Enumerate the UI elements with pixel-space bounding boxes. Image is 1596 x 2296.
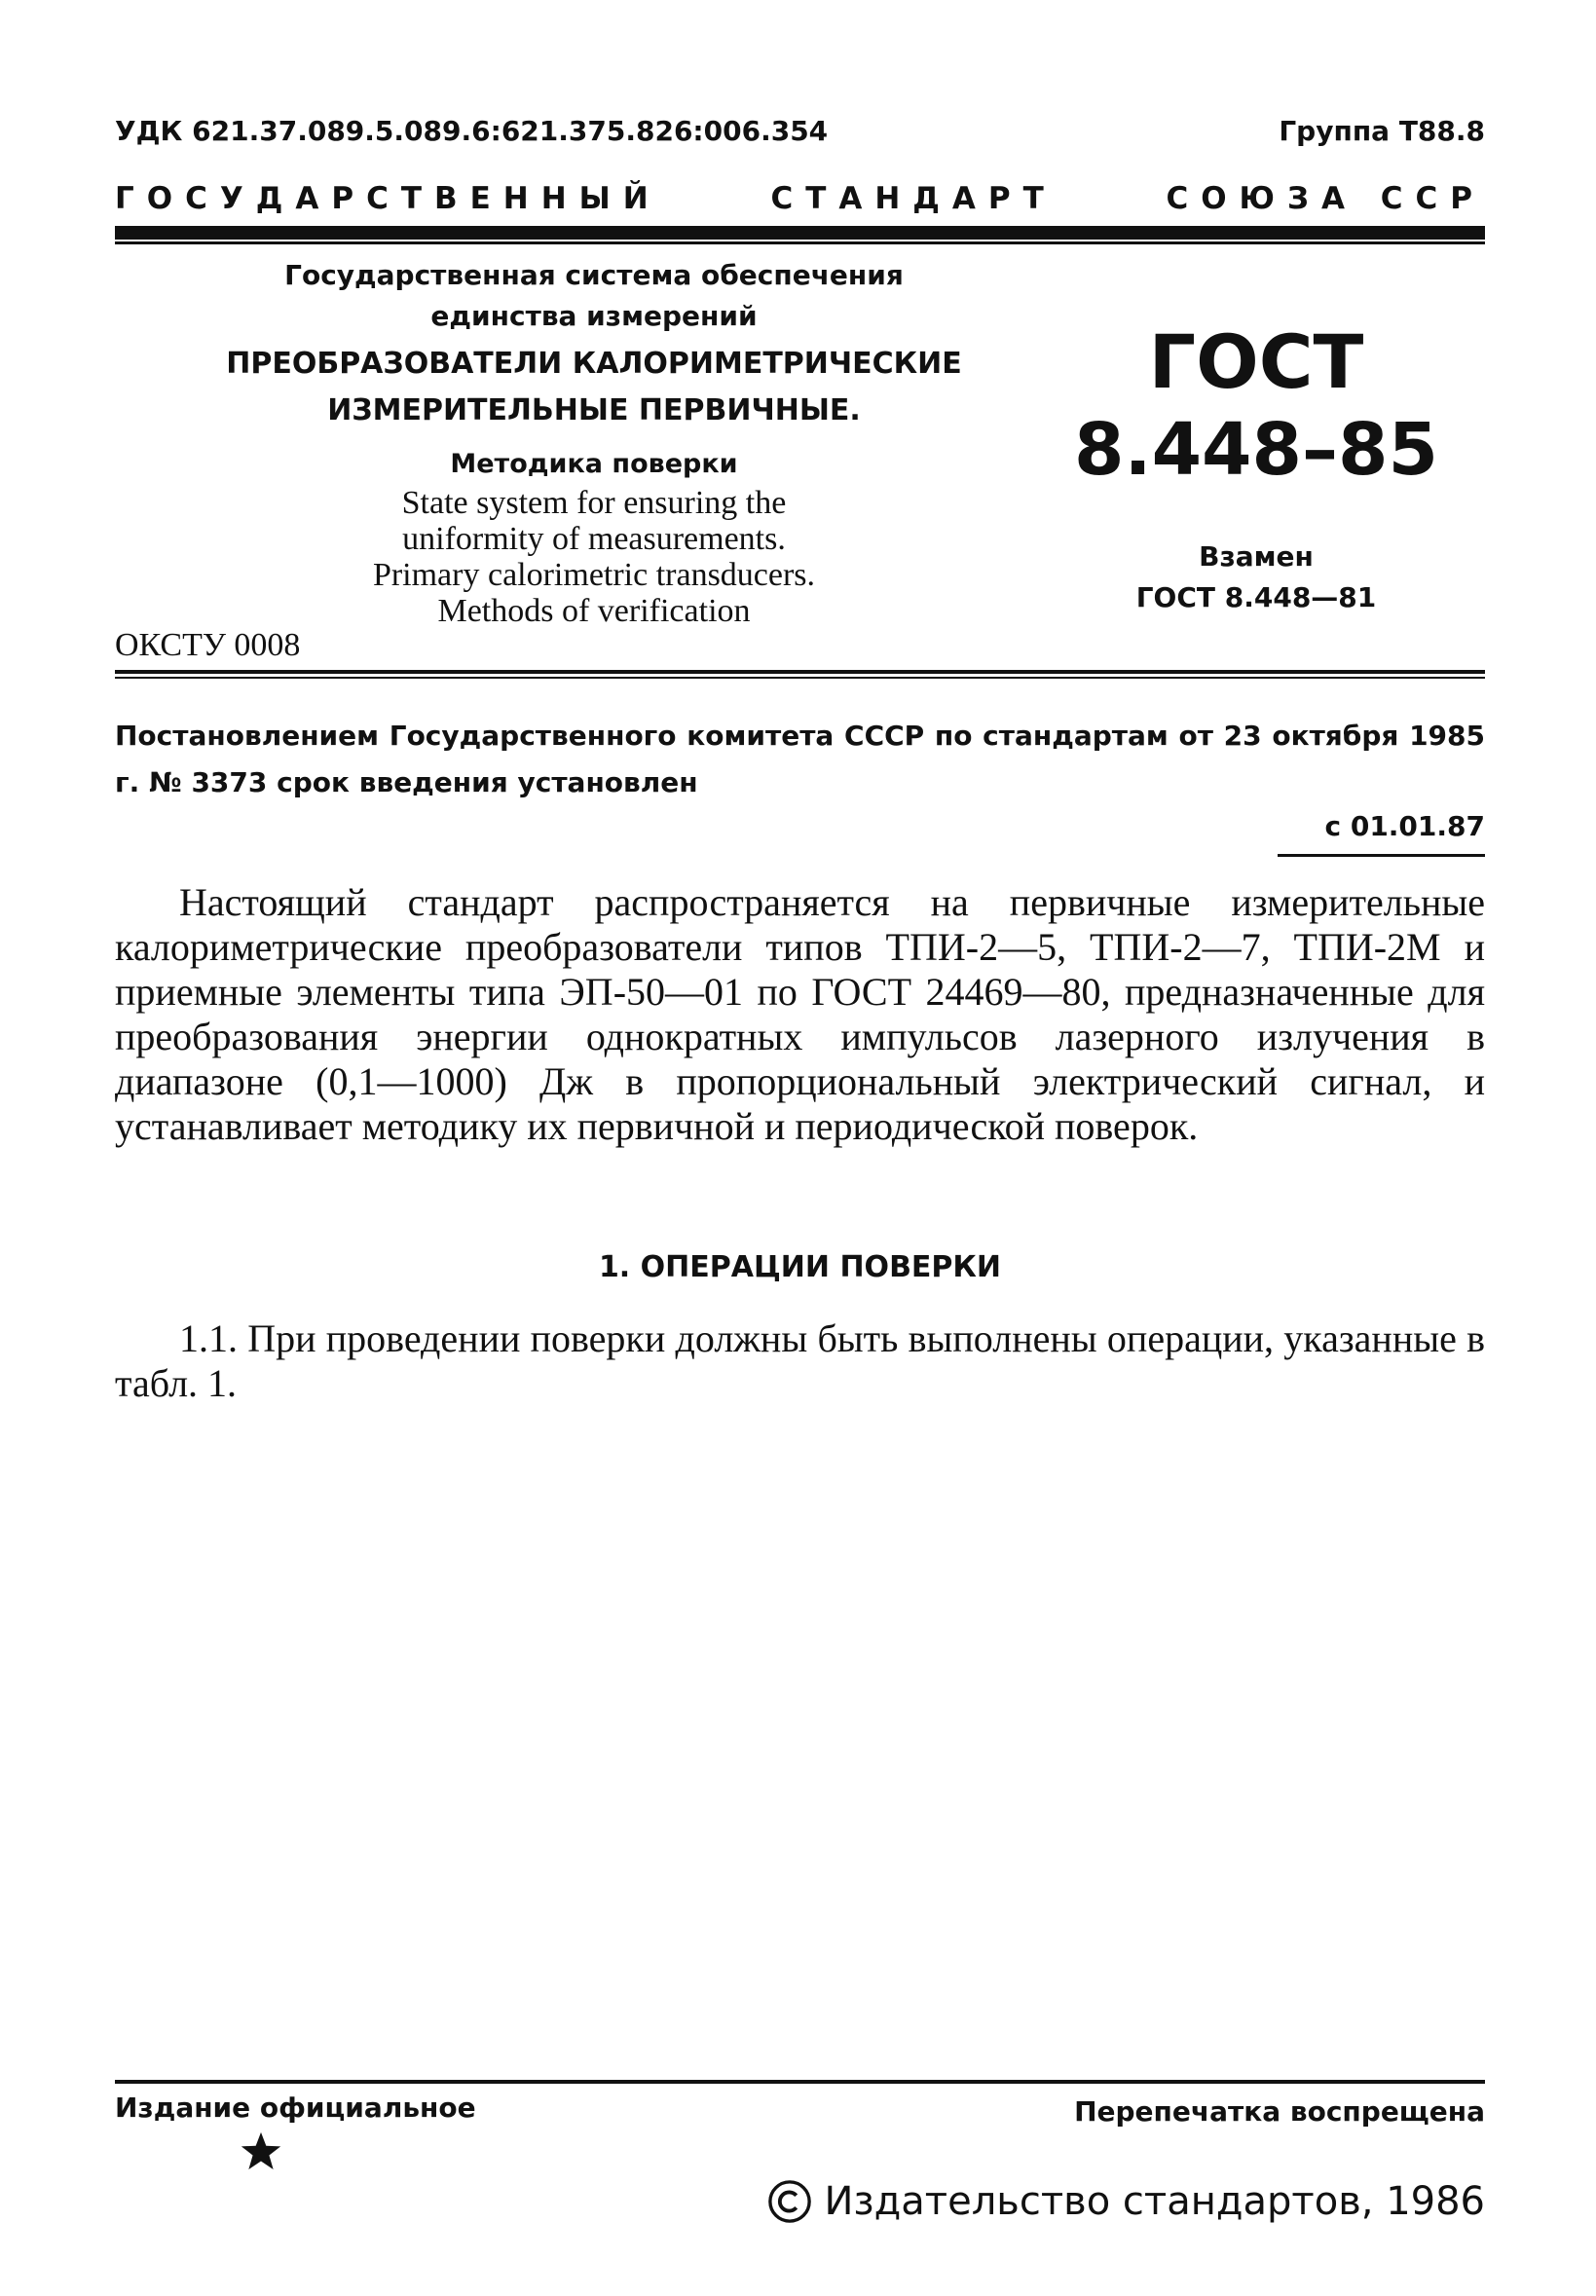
star-icon [240,2130,282,2173]
copyright-line [767,2179,1485,2224]
paragraph-1-1: 1.1. При проведении поверки должны быть выполнены операции, указанные в табл. 1. [115,1316,1485,1405]
english-title-line-2: uniformity of measurements. [402,521,786,557]
banner-word-1: ГОСУДАРСТВЕННЫЙ [115,181,661,216]
section-title: 1. ОПЕРАЦИИ ПОВЕРКИ [598,1250,1002,1284]
gost-designation [1071,318,1441,619]
method-title: Методика поверки [450,449,738,479]
oksty-code: ОКСТУ 0008 [115,627,301,663]
mid-rule-thin [115,677,1485,679]
english-title-line-1: State system for ensuring the [401,485,787,521]
name-line-1: ПРЕОБРАЗОВАТЕЛИ КАЛОРИМЕТРИЧЕСКИЕ [226,347,962,381]
gost-number: 8.448–85 [1073,408,1439,492]
replaces-value: ГОСТ 8.448—81 [1135,581,1377,613]
system-line-2: единства измерений [430,300,758,332]
date-underline [1278,854,1485,857]
english-title-line-3: Primary calorimetric transducers. [372,557,816,593]
intro-paragraph: Настоящий стандарт распространяется на первичные измерительные калориметрические преобразователи типов ТПИ-2—5, ТПИ-2—7, ТПИ-2М и приемные элементы типа ЭП-50—01 по ГОСТ 24469—80, предназначенные для преобразования энергии однократных импульсов лазерного излучения в диапазоне (0,1—1000) Дж в пропорциональный электрический сигнал, и устанавливает методику их первичной и периодической поверок. [115,880,1485,1148]
copyright-icon [767,2179,812,2224]
name-line-2: ИЗМЕРИТЕЛЬНЫЕ ПЕРВИЧНЫЕ. [327,393,861,427]
banner-word-2: СТАНДАРТ [770,181,1057,216]
state-standard-banner [115,181,1485,216]
group-code: Группа Т88.8 [1279,115,1485,147]
effective-date: с 01.01.87 [1324,810,1485,842]
title-block [195,255,993,629]
reprint-notice: Перепечатка воспрещена [1074,2095,1485,2128]
footer-rule [115,2080,1485,2084]
gost-word: ГОСТ [1148,318,1364,405]
decree-text: Постановлением Государственного комитета СССР по стандартам от 23 октября 1985 г. № 3373 срок введения установлен [115,720,1485,798]
top-double-rule [115,226,1485,240]
english-title-line-4: Methods of verification [437,593,751,629]
banner-word-3: СОЮЗА ССР [1166,181,1485,216]
udk-code: УДК 621.37.089.5.089.6:621.375.826:006.354 [115,115,829,147]
system-line-1: Государственная система обеспечения [284,259,904,291]
replaces-label: Взамен [1199,540,1314,573]
mid-rule [115,670,1485,674]
edition-label: Издание официальное [115,2092,476,2124]
publisher-text: Издательство стандартов, 1986 [824,2179,1485,2224]
